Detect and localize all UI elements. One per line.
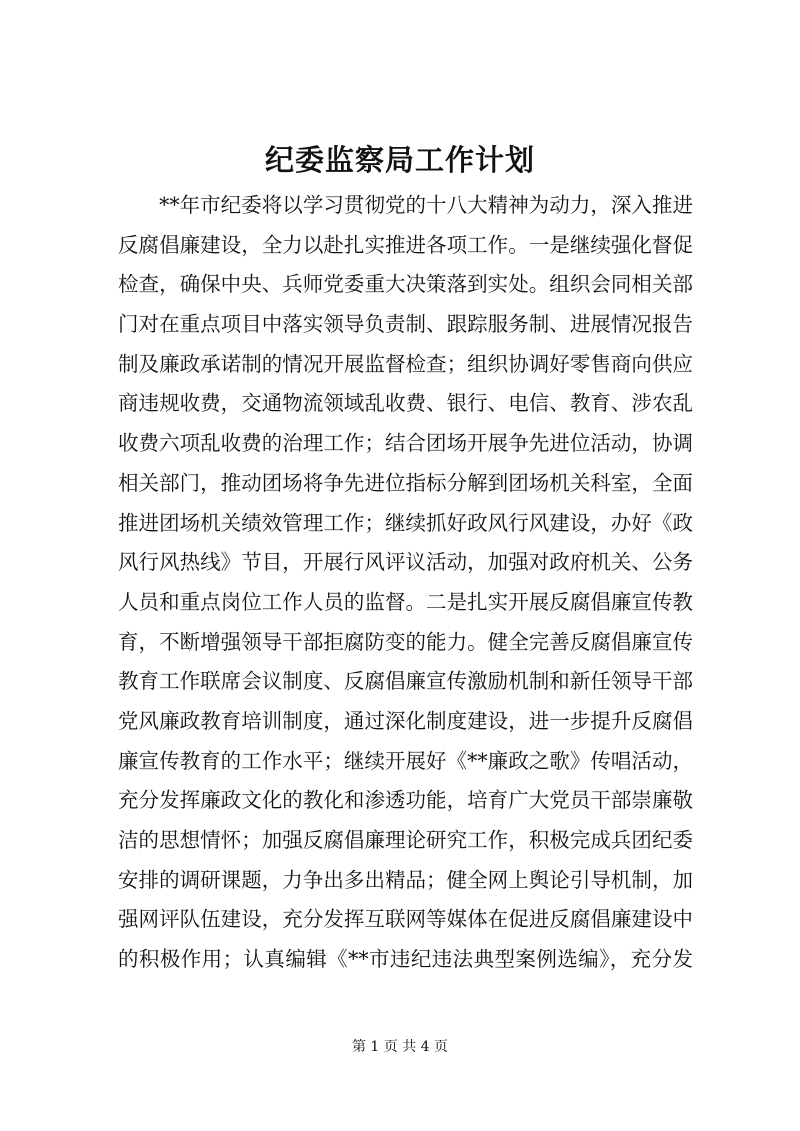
body-line: 人员和重点岗位工作人员的监督。二是扎实开展反腐倡廉宣传教 [118,589,693,614]
body-line: 反腐倡廉建设，全力以赴扎实推进各项工作。一是继续强化督促 [118,232,693,257]
body-line: 党风廉政教育培训制度，通过深化制度建设，进一步提升反腐倡 [118,708,693,733]
body-line: 的积极作用；认真编辑《**市违纪违法典型案例选编》，充分发 [118,947,693,972]
body-line: 洁的思想情怀；加强反腐倡廉理论研究工作，积极完成兵团纪委 [118,828,693,852]
body-line: 推进团场机关绩效管理工作；继续抓好政风行风建设，办好《政 [118,510,693,535]
document-body [118,186,693,980]
body-line: 收费六项乱收费的治理工作；结合团场开展争先进位活动，协调 [118,431,693,456]
body-line: 育，不断增强领导干部拒腐防变的能力。健全完善反腐倡廉宣传 [118,629,693,654]
body-line: 商违规收费，交通物流领域乱收费、银行、电信、教育、涉农乱 [118,391,693,416]
body-line: 检查，确保中央、兵师党委重大决策落到实处。组织会同相关部 [118,272,693,297]
body-line: 相关部门，推动团场将争先进位指标分解到团场机关科室，全面 [118,470,693,495]
body-line: 风行风热线》节目，开展行风评议活动，加强对政府机关、公务 [118,550,693,575]
body-line: 充分发挥廉政文化的教化和渗透功能，培育广大党员干部崇廉敬 [118,788,693,813]
body-line: 强网评队伍建设，充分发挥互联网等媒体在促进反腐倡廉建设中 [118,907,693,932]
document-title: 纪委监察局工作计划 [264,143,535,177]
page-footer: 第 1 页 共 4 页 [351,1039,449,1055]
body-line: 门对在重点项目中落实领导负责制、跟踪服务制、进展情况报告 [118,312,693,337]
body-line: 安排的调研课题，力争出多出精品；健全网上舆论引导机制，加 [118,867,693,892]
body-line: **年市纪委将以学习贯彻党的十八大精神为动力，深入推进 [118,193,693,217]
body-line: 教育工作联席会议制度、反腐倡廉宣传激励机制和新任领导干部 [118,669,693,694]
body-line: 廉宣传教育的工作水平；继续开展好《**廉政之歌》传唱活动， [118,748,693,773]
body-line: 制及廉政承诺制的情况开展监督检查；组织协调好零售商向供应 [118,351,693,376]
